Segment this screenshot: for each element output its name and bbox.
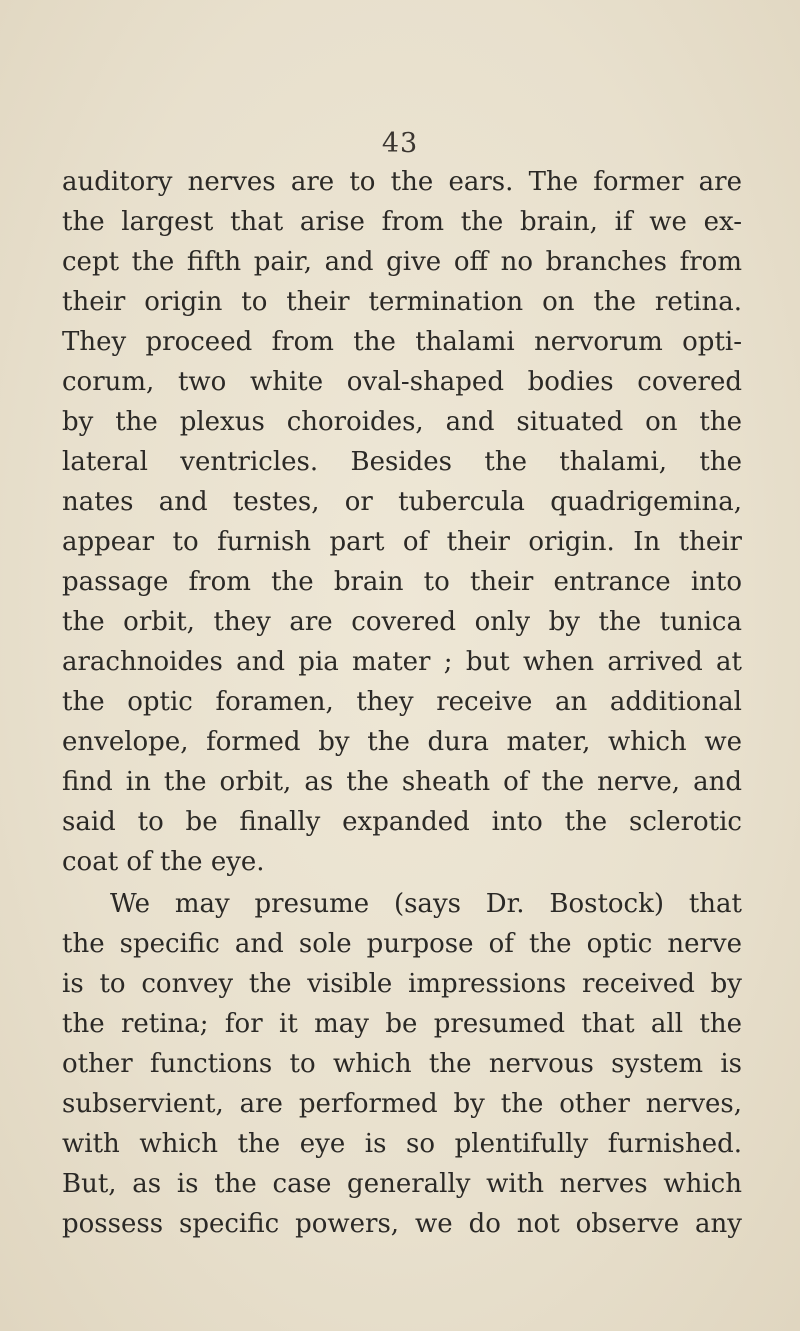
text-line: arachnoides and pia mater ; but when arrived at (62, 647, 742, 677)
text-line: lateral ventricles. Besides the thalami, the (62, 447, 742, 477)
text-line: is to convey the visible impressions received by (62, 969, 742, 999)
text-line: possess specific powers, we do not observe any (62, 1209, 742, 1239)
text-line: their origin to their termination on the retina. (62, 287, 742, 317)
text-line: with which the eye is so plentifully furnished. (62, 1129, 742, 1159)
text-line: find in the orbit, as the sheath of the nerve, and (62, 767, 742, 797)
text-line: But, as is the case generally with nerves which (62, 1169, 742, 1199)
text-line: the specific and sole purpose of the optic nerve (62, 929, 742, 959)
text-line: the optic foramen, they receive an additional (62, 687, 742, 717)
text-line: other functions to which the nervous system is (62, 1049, 742, 1079)
text-line: passage from the brain to their entrance into (62, 567, 742, 597)
text-line: coat of the eye. (62, 847, 265, 877)
text-line: said to be finally expanded into the sclerotic (62, 807, 742, 837)
text-line: appear to furnish part of their origin. In their (62, 527, 742, 557)
text-line: the retina; for it may be presumed that all the (62, 1009, 742, 1039)
text-line: the largest that arise from the brain, if we ex- (62, 207, 742, 237)
text-line: We may presume (says Dr. Bostock) that (110, 889, 742, 919)
text-line: They proceed from the thalami nervorum opti- (62, 327, 742, 357)
text-line: auditory nerves are to the ears. The former are (62, 167, 742, 197)
text-line: subservient, are performed by the other nerves, (62, 1089, 742, 1119)
text-line: corum, two white oval-shaped bodies covered (62, 367, 742, 397)
text-line: the orbit, they are covered only by the tunica (62, 607, 742, 637)
text-line: nates and testes, or tubercula quadrigemina, (62, 487, 742, 517)
text-line: envelope, formed by the dura mater, which we (62, 727, 742, 757)
text-line: by the plexus choroides, and situated on the (62, 407, 742, 437)
text-line: cept the fifth pair, and give off no branches from (62, 247, 742, 277)
page-number: 43 (381, 128, 419, 159)
